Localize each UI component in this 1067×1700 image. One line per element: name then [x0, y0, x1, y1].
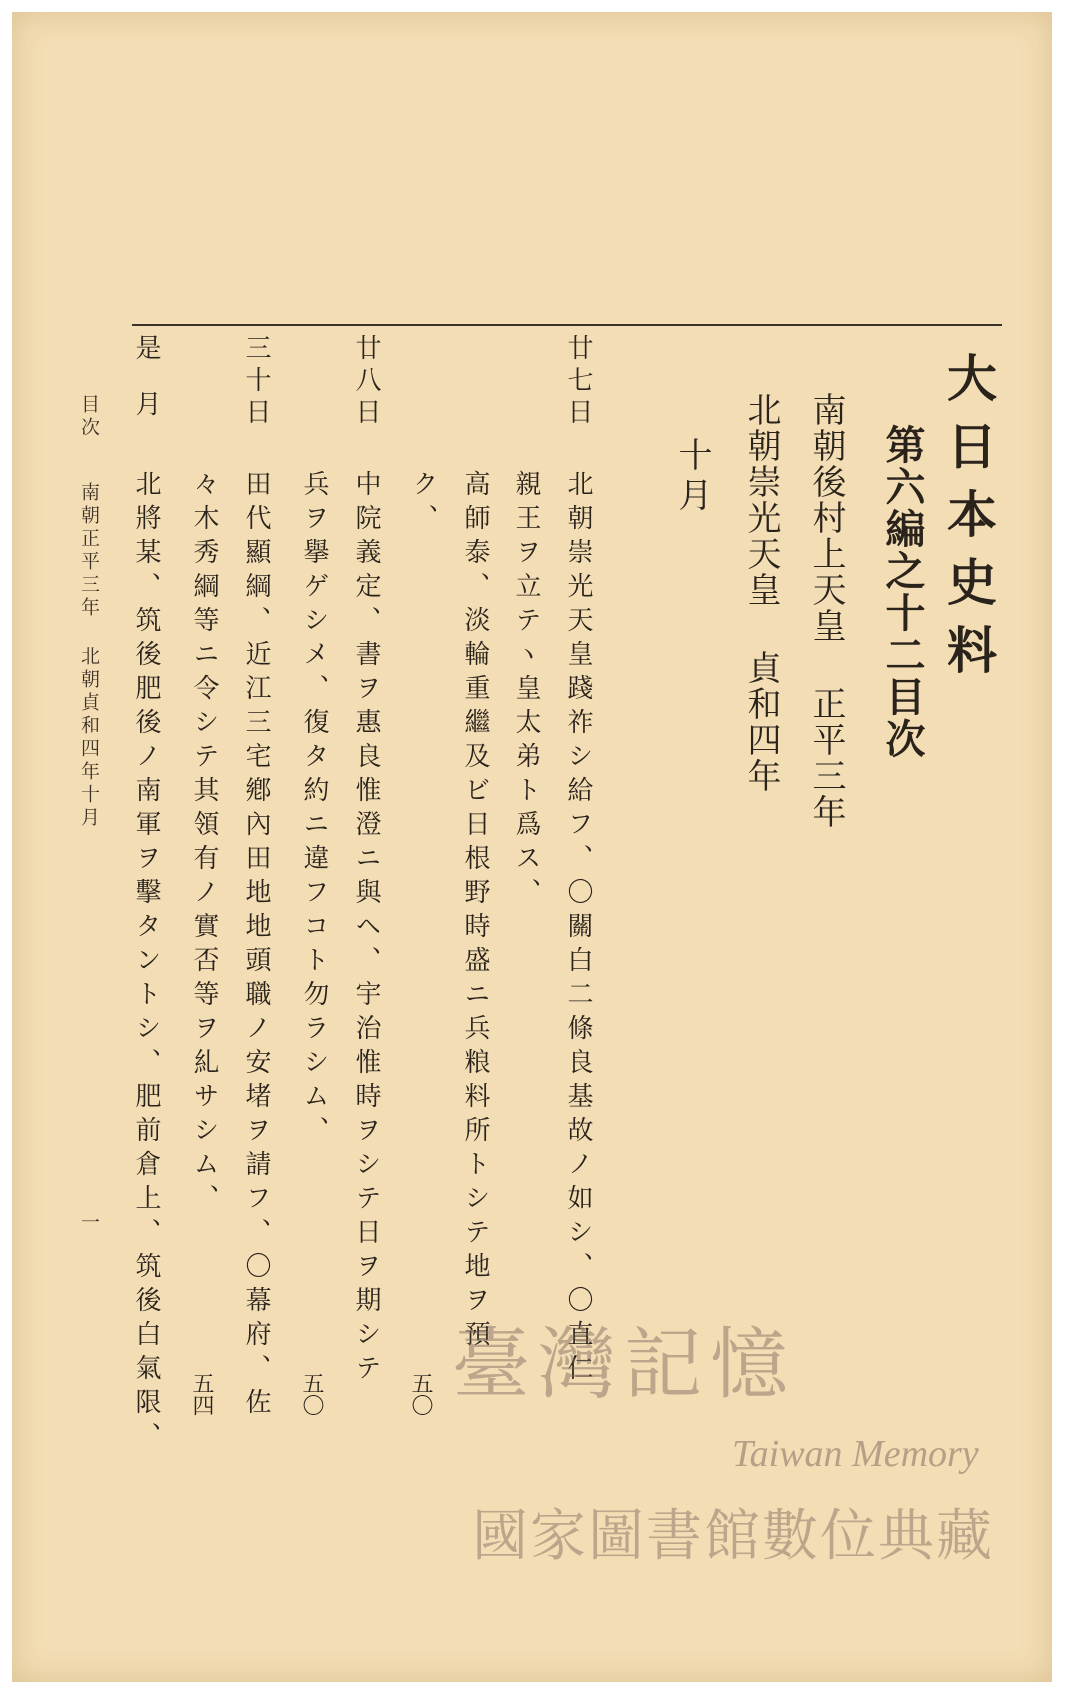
watermark-chinese: 臺灣記憶 — [452, 1320, 797, 1410]
book-title: 大日本史料 — [939, 352, 998, 692]
footer-era: 南朝正平三年 北朝貞和四年十月 — [78, 482, 100, 830]
footer-page-number: 一 — [78, 1212, 100, 1235]
entry-line: 北將某、筑後肥後ノ南軍ヲ擊タントシ、肥前倉上、筑後白氣限、 — [131, 470, 161, 1456]
footer-label: 目次 — [78, 394, 100, 440]
entry-date: 廿八日 — [351, 334, 381, 430]
entry-line: 親王ヲ立テヽ皇太弟ト爲ス、 — [511, 470, 541, 912]
volume-heading: 第六編之十二目次 — [879, 424, 926, 760]
page-reference: 五四 — [189, 1372, 214, 1416]
entry-line: 中院義定、書ヲ惠良惟澄ニ與ヘ、宇治惟時ヲシテ日ヲ期シテ — [351, 470, 381, 1388]
entry-line: 兵ヲ擧ゲシメ、復タ約ニ違フコト勿ラシム、 — [299, 470, 329, 1150]
document-page — [12, 12, 1052, 1682]
entry-date: 三十日 — [241, 334, 271, 430]
page-reference: 五〇 — [408, 1372, 433, 1416]
page-reference: 五〇 — [299, 1372, 324, 1416]
watermark-english: Taiwan Memory — [732, 1433, 979, 1475]
reign-line-south: 南朝後村上天皇 正平三年 — [806, 392, 846, 830]
entry-line: 高師泰、淡輪重繼及ビ日根野時盛ニ兵粮料所トシテ地ヲ預 — [460, 470, 490, 1354]
reign-line-north: 北朝崇光天皇 貞和四年 — [741, 392, 781, 794]
horizontal-rule — [132, 324, 1002, 326]
entry-date: 廿七日 — [563, 334, 593, 430]
entry-line: ク、 — [408, 470, 438, 538]
entry-line: 々木秀綱等ニ令シテ其領有ノ實否等ヲ糺サシム、 — [189, 470, 219, 1218]
month-heading: 十月 — [672, 437, 712, 517]
entry-line: 田代顯綱、近江三宅鄕內田地地頭職ノ安堵ヲ請フ、〇幕府、佐 — [241, 470, 271, 1422]
watermark-library: 國家圖書館數位典藏 — [472, 1504, 994, 1567]
entry-date: 是月 — [131, 334, 161, 446]
entry-line: 北朝崇光天皇踐祚シ給フ、〇關白二條良基故ノ如シ、〇直仁 — [563, 470, 593, 1388]
